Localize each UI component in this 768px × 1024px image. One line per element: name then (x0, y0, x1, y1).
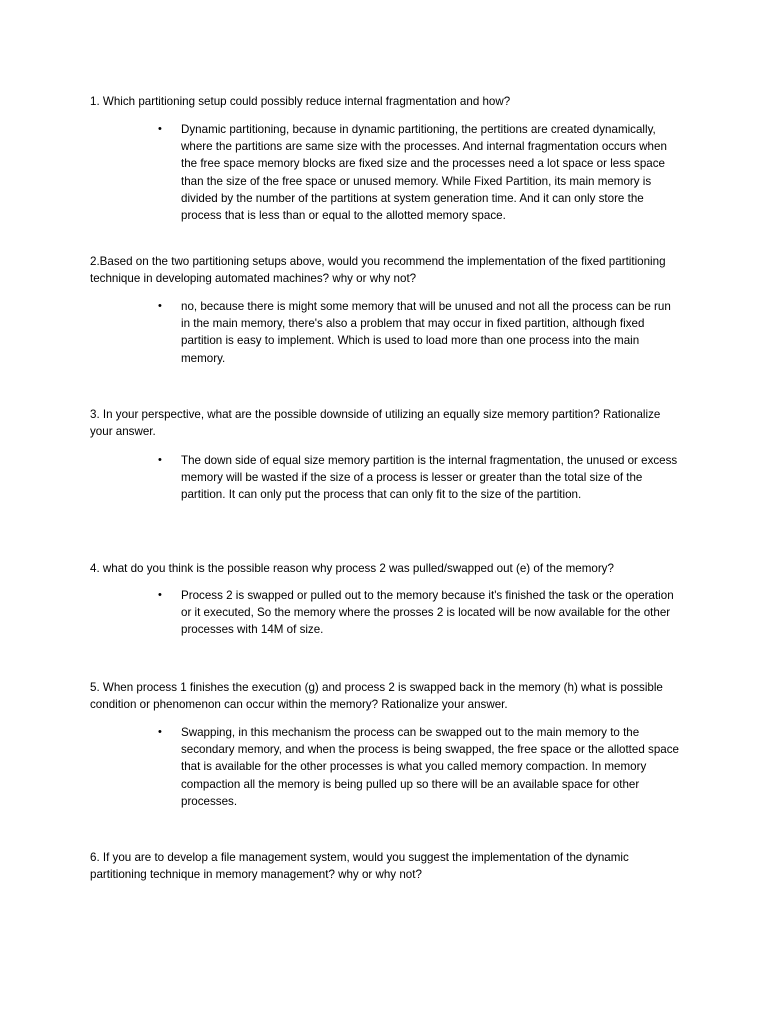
bullet-icon: • (158, 589, 162, 601)
answer-2-text: no, because there is might some memory that will be unused and not all the process can be run in the main memory, there's also a problem that may occur in fixed partition, although fixed partition is easy to implement. Which is used to load more than one process into the main memory. (181, 300, 671, 365)
answer-5 (158, 724, 680, 810)
question-2: 2.Based on the two partitioning setups above, would you recommend the implementation of the fixed partitioning technique in developing automated machines? why or why not? (90, 255, 666, 286)
question-4: 4. what do you think is the possible reason why process 2 was pulled/swapped out (e) of the memory? (90, 562, 614, 575)
answer-4-text: Process 2 is swapped or pulled out to the memory because it's finished the task or the operation or it executed, So the memory where the prosses 2 is located will be now available for the other processes with 14M of size. (181, 589, 674, 637)
question-1: 1. Which partitioning setup could possibly reduce internal fragmentation and how? (90, 95, 511, 108)
bullet-icon: • (158, 454, 162, 466)
answer-1-text: Dynamic partitioning, because in dynamic partitioning, the pertitions are created dynamically, where the partitions are same size with the processes. And internal fragmentation occurs when the free space memory blocks are fixed size and the processes need a lot space or less space than the size of the free space or unused memory. While Fixed Partition, its main memory is divided by the number of the partitions at system generation time. And it can only store the process that is less than or equal to the allotted memory space. (181, 123, 667, 223)
bullet-icon: • (158, 726, 162, 738)
answer-3-text: The down side of equal size memory partition is the internal fragmentation, the unused or excess memory will be wasted if the size of a process is lesser or greater than the total size of the partition. It can only put the process that can only fit to the size of the partition. (181, 454, 678, 502)
question-3: 3. In your perspective, what are the possible downside of utilizing an equally size memory partition? Rationalize your answer. (90, 408, 661, 439)
answer-4 (158, 587, 680, 639)
question-6: 6. If you are to develop a file management system, would you suggest the implementation of the dynamic partitioning technique in memory management? why or why not? (90, 851, 629, 882)
question-5: 5. When process 1 finishes the execution (g) and process 2 is swapped back in the memory (h) what is possible condition or phenomenon can occur within the memory? Rationalize your answer. (90, 681, 663, 712)
answer-3 (158, 452, 680, 504)
answer-1 (158, 121, 680, 224)
answer-5-text: Swapping, in this mechanism the process can be swapped out to the main memory to the secondary memory, and when the process is being swapped, the free space or the allotted space that is available for the other processes is what you called memory compaction. In memory compaction all the memory is being pulled up so there will be an available space for other processes. (181, 726, 679, 808)
bullet-icon: • (158, 300, 162, 312)
answer-2 (158, 298, 680, 367)
bullet-icon: • (158, 123, 162, 135)
